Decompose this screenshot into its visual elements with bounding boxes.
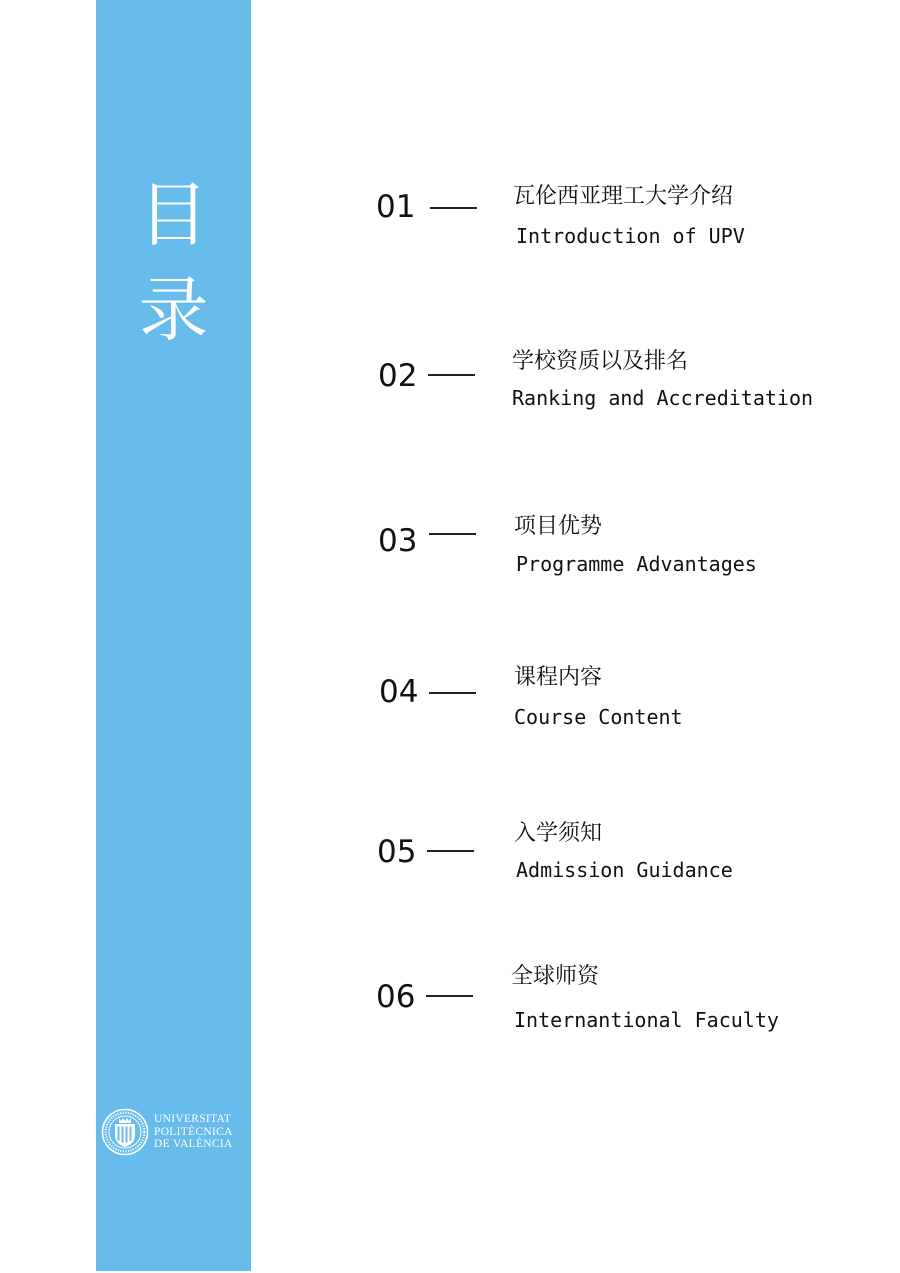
university-logo-text bbox=[154, 1113, 233, 1151]
toc-title-cn: 入学须知 bbox=[514, 821, 603, 846]
contents-title-char-1: 目 bbox=[138, 174, 209, 256]
sidebar bbox=[96, 0, 251, 1271]
toc-title-cn: 学校资质以及排名 bbox=[512, 349, 689, 374]
toc-title-en: Ranking and Accreditation bbox=[512, 386, 814, 410]
toc-number: 06 bbox=[376, 979, 416, 1015]
toc-item-01 bbox=[376, 183, 876, 273]
toc-item-04 bbox=[376, 664, 876, 754]
toc-item-02 bbox=[376, 348, 876, 438]
toc-dash bbox=[428, 374, 475, 376]
toc-dash bbox=[429, 692, 476, 694]
logo-line-2: POLITÈCNICA bbox=[154, 1125, 233, 1138]
contents-title-char-2: 录 bbox=[138, 269, 209, 351]
toc-number: 04 bbox=[379, 674, 419, 710]
toc-number: 01 bbox=[376, 189, 416, 225]
toc-title-cn: 瓦伦西亚理工大学介绍 bbox=[513, 184, 734, 209]
toc-item-03 bbox=[376, 513, 876, 603]
toc-title-en: Introduction of UPV bbox=[516, 224, 745, 248]
toc-title-cn: 课程内容 bbox=[514, 665, 603, 690]
toc-title-en: Internantional Faculty bbox=[514, 1008, 779, 1032]
toc-item-05 bbox=[376, 820, 876, 910]
toc-title-en: Programme Advantages bbox=[516, 552, 757, 576]
toc-item-06 bbox=[376, 963, 876, 1053]
university-seal-icon bbox=[101, 1108, 149, 1156]
toc-number: 05 bbox=[377, 834, 417, 870]
university-logo bbox=[101, 1108, 251, 1160]
logo-line-1: UNIVERSITAT bbox=[154, 1113, 232, 1125]
toc-title-cn: 项目优势 bbox=[514, 514, 603, 539]
toc-dash bbox=[427, 850, 474, 852]
toc-title-en: Admission Guidance bbox=[516, 858, 733, 882]
toc-number: 02 bbox=[378, 358, 418, 394]
toc-dash bbox=[429, 533, 476, 535]
toc-dash bbox=[430, 207, 477, 209]
toc-title-en: Course Content bbox=[514, 705, 683, 729]
toc-title-cn: 全球师资 bbox=[511, 964, 600, 989]
toc-dash bbox=[426, 995, 473, 997]
logo-line-3: DE VALÈNCIA bbox=[154, 1138, 233, 1150]
toc-number: 03 bbox=[378, 523, 418, 559]
